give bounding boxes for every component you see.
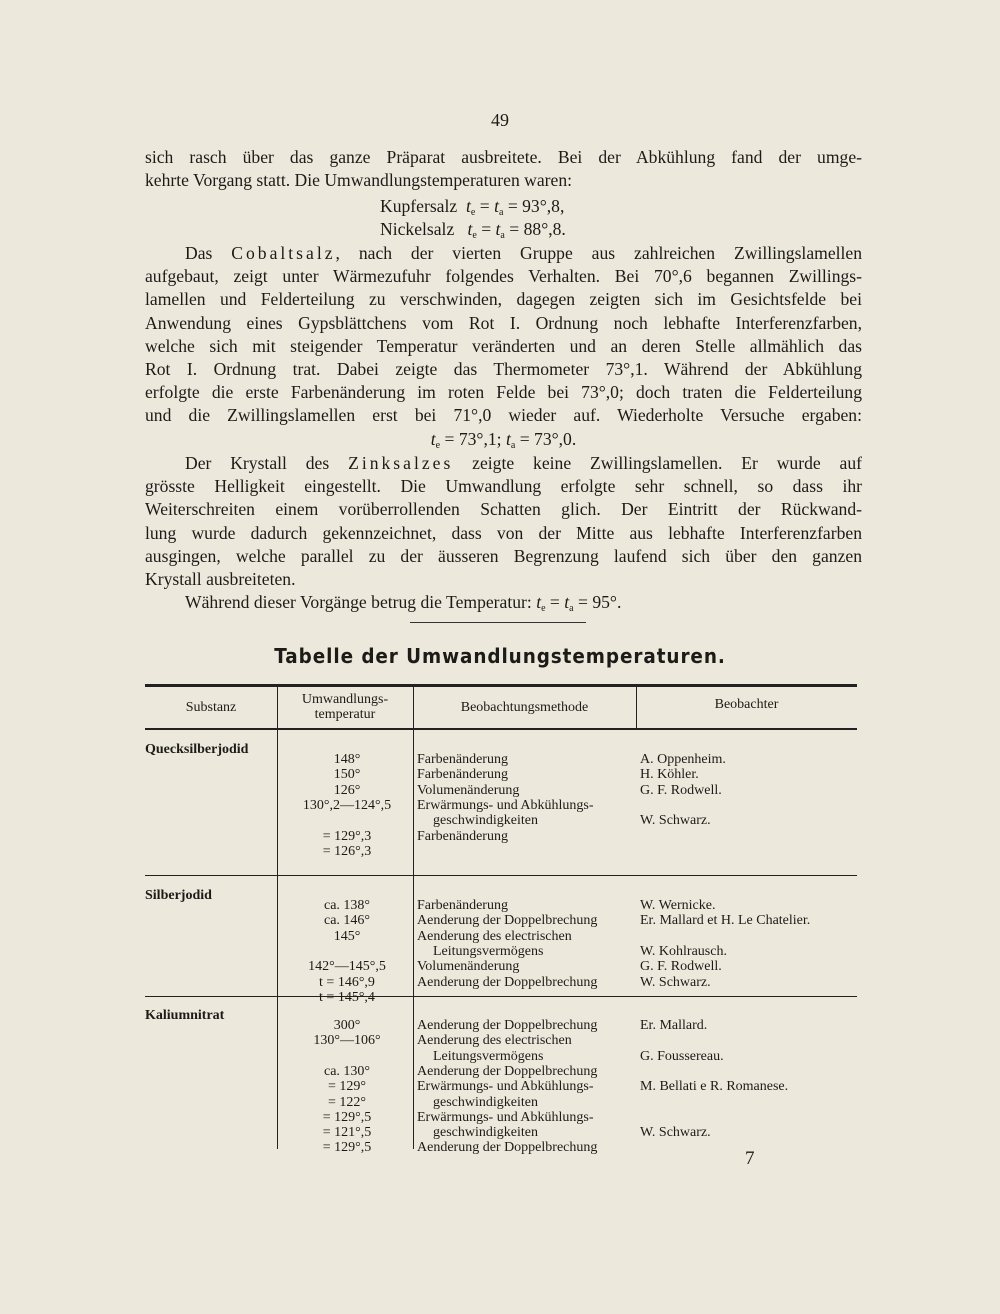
observer-cell: G. F. Rodwell.: [640, 959, 722, 975]
text-line: Anwendung eines Gypsblättchens vom Rot I. Ordnung noch lebhafte Interferenzfarben,: [145, 312, 862, 333]
text-line: und die Zwillingslamellen erst bei 71°,0 wieder auf. Wiederholte Versuche ergaben:: [145, 405, 862, 426]
observer-cell: A. Oppenheim.: [640, 752, 726, 767]
substance-name: Quecksilberjodid: [145, 742, 249, 757]
temperature-cell: = 129°,3: [322, 828, 372, 844]
equation-cobaltsalz: $t_e = 73^\circ,1$; $t_a = 73^\circ,0$.: [430, 429, 577, 451]
signature-number: 7: [745, 1148, 755, 1169]
method-cell: geschwindigkeiten: [433, 1125, 538, 1141]
text-line: kehrte Vorgang statt. Die Umwandlungstemperaturen waren:: [145, 170, 573, 191]
method-cell: Aenderung des electrischen: [417, 928, 572, 944]
method-cell: Aenderung der Doppelbrechung: [417, 1140, 598, 1156]
observer-cell: W. Schwarz.: [640, 813, 711, 829]
method-cell: Aenderung der Doppelbrechung: [417, 1018, 598, 1033]
section-separator: [410, 622, 586, 623]
method-cell: Erwärmungs- und Abkühlungs-: [417, 797, 594, 813]
text-line: ausgingen, welche parallel zu der äusseren Begrenzung laufend sich über den ganzen: [145, 545, 862, 566]
equation-label: Nickelsalz: [380, 219, 455, 239]
table-title: Tabelle der Umwandlungstemperaturen.: [274, 644, 726, 668]
method-cell: geschwindigkeiten: [433, 813, 538, 829]
observer-cell: G. F. Rodwell.: [640, 782, 722, 798]
observer-cell: G. Foussereau.: [640, 1048, 724, 1064]
temperature-cell: 142°—145°,5: [308, 959, 386, 975]
text-line: Das Cobaltsalz, nach der vierten Gruppe aus zahlreichen Zwillingslamellen: [185, 243, 863, 263]
method-cell: Leitungsvermögens: [433, 1048, 544, 1064]
temperature-cell: 300°: [333, 1018, 361, 1033]
temperature-cell: 145°: [333, 928, 361, 944]
temperature-cell: = 122°: [328, 1094, 366, 1110]
method-cell: Volumenänderung: [417, 959, 520, 975]
transition-temperature-table: [145, 684, 857, 1154]
paragraph-1: [145, 146, 862, 192]
temperature-cell: t = 145°,4: [319, 989, 375, 1005]
temperature-cell: = 129°: [328, 1079, 366, 1095]
spaced-term: Zinksalzes: [348, 453, 454, 473]
text-line: welche sich mit steigender Temperatur veränderten und an deren Stelle allmählich das: [145, 335, 862, 356]
temperature-cell: t = 146°,9: [319, 974, 375, 990]
equation-nickelsalz: Nickelsalz $t_e = t_a = 88^\circ,8$.: [380, 219, 566, 241]
text-line: sich rasch über das ganze Präparat ausbreitete. Bei der Abkühlung fand der umge-: [145, 147, 862, 167]
method-cell: Aenderung des electrischen: [417, 1033, 572, 1049]
observer-cell: Er. Mallard et H. Le Chatelier.: [640, 913, 811, 929]
temperature-cell: = 126°,3: [322, 843, 372, 859]
method-cell: Farbenänderung: [417, 752, 508, 767]
temperature-cell: 126°: [333, 782, 361, 798]
temperature-cell: 130°—106°: [313, 1033, 381, 1049]
text-line: aufgebaut, zeigt unter Wärmezufuhr folgendes Verhalten. Bei 70°,6 begannen Zwillings-: [145, 266, 862, 287]
substance-name: Kaliumnitrat: [145, 1008, 225, 1023]
paragraph-2: [145, 242, 862, 428]
header-methode: Beobachtungsmethode: [460, 700, 589, 715]
temperature-cell: ca. 138°: [323, 898, 371, 913]
observer-cell: W. Schwarz.: [640, 974, 711, 990]
text-line: Der Krystall des Zinksalzes zeigte keine Zwillingslamellen. Er wurde auf: [185, 453, 863, 473]
observer-cell: H. Köhler.: [640, 767, 699, 783]
temperature-cell: = 129°,5: [322, 1140, 372, 1156]
method-cell: Farbenänderung: [417, 767, 508, 783]
temperature-cell: 150°: [333, 767, 361, 783]
observer-cell: Er. Mallard.: [640, 1018, 708, 1033]
text-line: erfolgte die erste Farbenänderung im roten Felde bei 73°,0; doch traten die Felderteilung: [145, 382, 862, 403]
temperature-cell: 148°: [333, 752, 361, 767]
method-cell: Volumenänderung: [417, 782, 520, 798]
temperature-cell: 130°,2—124°,5: [302, 797, 392, 813]
equation-label: Kupfersalz: [380, 196, 458, 216]
equation-value: = 88°,8.: [509, 219, 566, 239]
table-header-rule: [145, 728, 857, 730]
text-line: lamellen und Felderteilung zu verschwinden, dagegen zeigten sich im Gesichtsfelde bei: [145, 289, 862, 310]
method-cell: Farbenänderung: [417, 828, 508, 844]
temperature-cell: = 129°,5: [322, 1109, 372, 1125]
page-number: 49: [491, 110, 509, 130]
spaced-term: Cobaltsalz: [231, 243, 336, 263]
equation-value: = 93°,8,: [507, 196, 565, 216]
method-cell: Aenderung der Doppelbrechung: [417, 913, 598, 929]
method-cell: Aenderung der Doppelbrechung: [417, 1063, 598, 1079]
method-cell: Leitungsvermögens: [433, 943, 544, 959]
text-line: lung wurde dadurch gekennzeichnet, dass von der Mitte aus lebhafte Interferenzfarben: [145, 522, 862, 543]
temperature-cell: ca. 130°: [323, 1063, 371, 1079]
text-line: Krystall ausbreiteten.: [145, 569, 296, 590]
method-cell: geschwindigkeiten: [433, 1094, 538, 1110]
method-cell: Erwärmungs- und Abkühlungs-: [417, 1109, 594, 1125]
text-line: Rot I. Ordnung trat. Dabei zeigte das Thermometer 73°,1. Während der Abkühlung: [145, 359, 862, 380]
header-substanz: Substanz: [185, 700, 237, 715]
temperature-cell: ca. 146°: [323, 913, 371, 929]
text-line: Weiterschreiten einem vorüberrollenden Schatten glich. Der Eintritt der Rückwand-: [145, 499, 862, 520]
paragraph-3: [145, 452, 862, 620]
method-cell: Aenderung der Doppelbrechung: [417, 974, 598, 990]
observer-cell: W. Wernicke.: [640, 898, 716, 913]
text-line: Während dieser Vorgänge betrug die Temperatur: $t_e = t_a = 95^\circ$.: [185, 592, 622, 615]
observer-cell: M. Bellati e R. Romanese.: [640, 1079, 789, 1095]
text-line: grösste Helligkeit eingestellt. Die Umwandlung erfolgte sehr schnell, so dass ihr: [145, 476, 862, 497]
group-rule: [145, 875, 857, 876]
table-top-rule: [145, 684, 857, 687]
method-cell: Farbenänderung: [417, 898, 508, 913]
header-beobachter: Beobachter: [714, 697, 779, 712]
temperature-cell: = 121°,5: [322, 1125, 372, 1141]
substance-name: Silberjodid: [145, 888, 212, 903]
observer-cell: W. Kohlrausch.: [640, 943, 727, 959]
equation-kupfersalz: Kupfersalz $t_e = t_a = 93^\circ,8$,: [380, 196, 565, 218]
header-temperatur: Umwandlungs- temperatur: [301, 692, 389, 722]
group-rule: [145, 996, 857, 997]
method-cell: Erwärmungs- und Abkühlungs-: [417, 1079, 594, 1095]
observer-cell: W. Schwarz.: [640, 1125, 711, 1141]
